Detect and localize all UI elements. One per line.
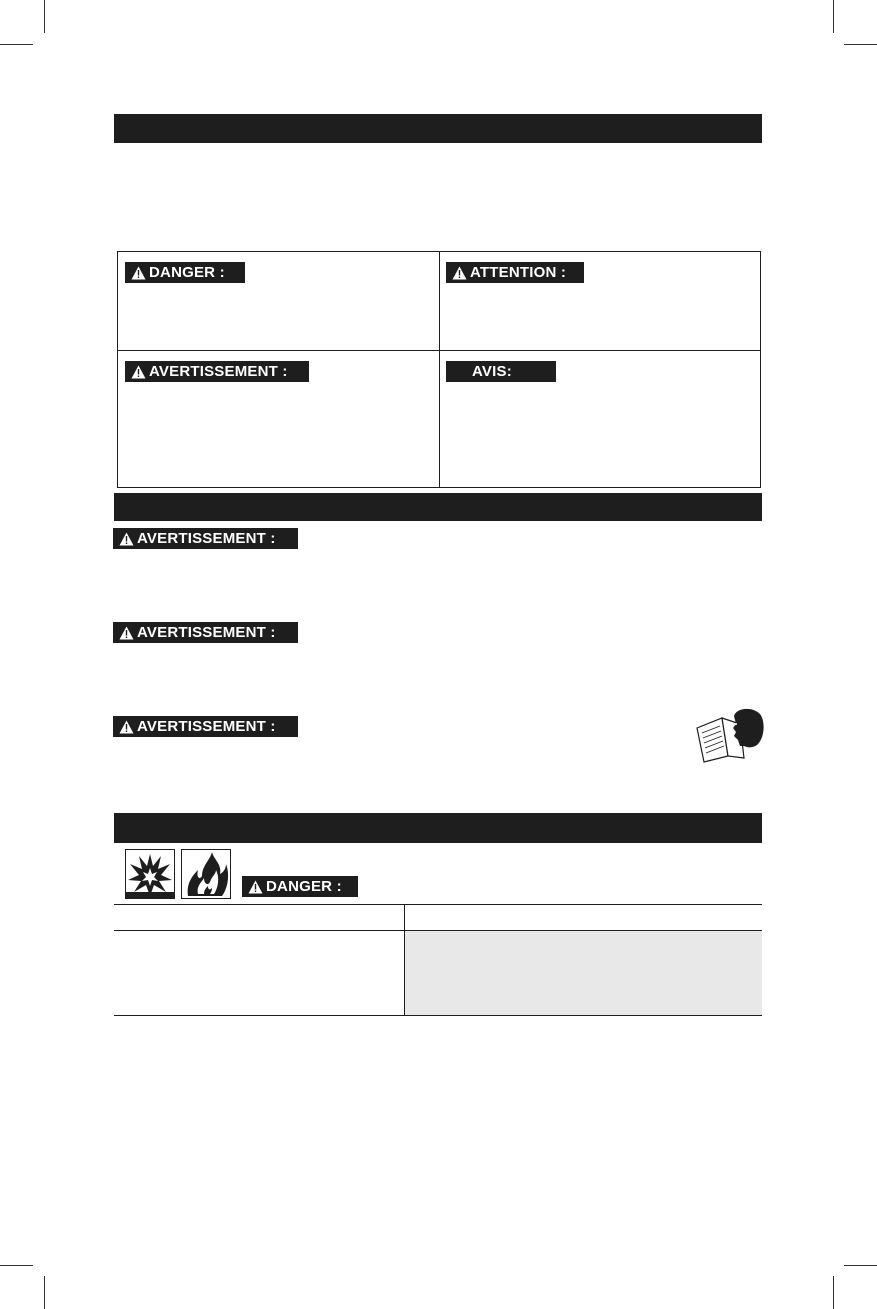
- danger-label-text: DANGER :: [149, 264, 225, 281]
- warning-triangle-icon: [131, 266, 146, 280]
- crop-mark: [844, 44, 877, 45]
- crop-mark: [0, 1265, 33, 1266]
- danger-label-text: DANGER :: [266, 878, 342, 895]
- crop-mark: [44, 1276, 45, 1309]
- avertissement-label-text: AVERTISSEMENT :: [149, 363, 288, 380]
- warning-triangle-icon: [248, 880, 263, 894]
- crop-mark: [844, 1265, 877, 1266]
- explosion-hazard-icon: [125, 849, 175, 899]
- danger-label: [242, 876, 358, 897]
- attention-label: [446, 262, 584, 283]
- warning-triangle-icon: [119, 720, 134, 734]
- avertissement-label-text: AVERTISSEMENT :: [137, 718, 276, 735]
- avertissement-label-text: AVERTISSEMENT :: [137, 624, 276, 641]
- table-rule: [114, 904, 762, 905]
- attention-label-text: ATTENTION :: [470, 264, 567, 281]
- danger-label: [125, 262, 245, 283]
- avis-label-text: AVIS:: [472, 363, 512, 380]
- avis-label: [446, 361, 556, 382]
- table-cell-shaded: [405, 931, 762, 1015]
- section-header-bar: [114, 114, 762, 143]
- section-header-bar: [114, 813, 762, 843]
- avertissement-label: [113, 716, 298, 737]
- avertissement-label-text: AVERTISSEMENT :: [137, 530, 276, 547]
- warning-triangle-icon: [131, 365, 146, 379]
- warning-triangle-icon: [119, 626, 134, 640]
- warning-triangle-icon: [119, 532, 134, 546]
- fire-hazard-icon: [181, 849, 231, 899]
- crop-mark: [833, 1276, 834, 1309]
- read-manual-icon: [694, 706, 766, 764]
- table-rule: [114, 930, 762, 931]
- avertissement-label: [113, 528, 298, 549]
- table-rule: [114, 1015, 762, 1016]
- crop-mark: [833, 0, 834, 33]
- avertissement-label: [113, 622, 298, 643]
- warning-triangle-icon: [452, 266, 467, 280]
- section-header-bar: [114, 493, 762, 521]
- crop-mark: [0, 44, 33, 45]
- table-divider: [404, 904, 405, 1016]
- crop-mark: [44, 0, 45, 33]
- avertissement-label: [125, 361, 309, 382]
